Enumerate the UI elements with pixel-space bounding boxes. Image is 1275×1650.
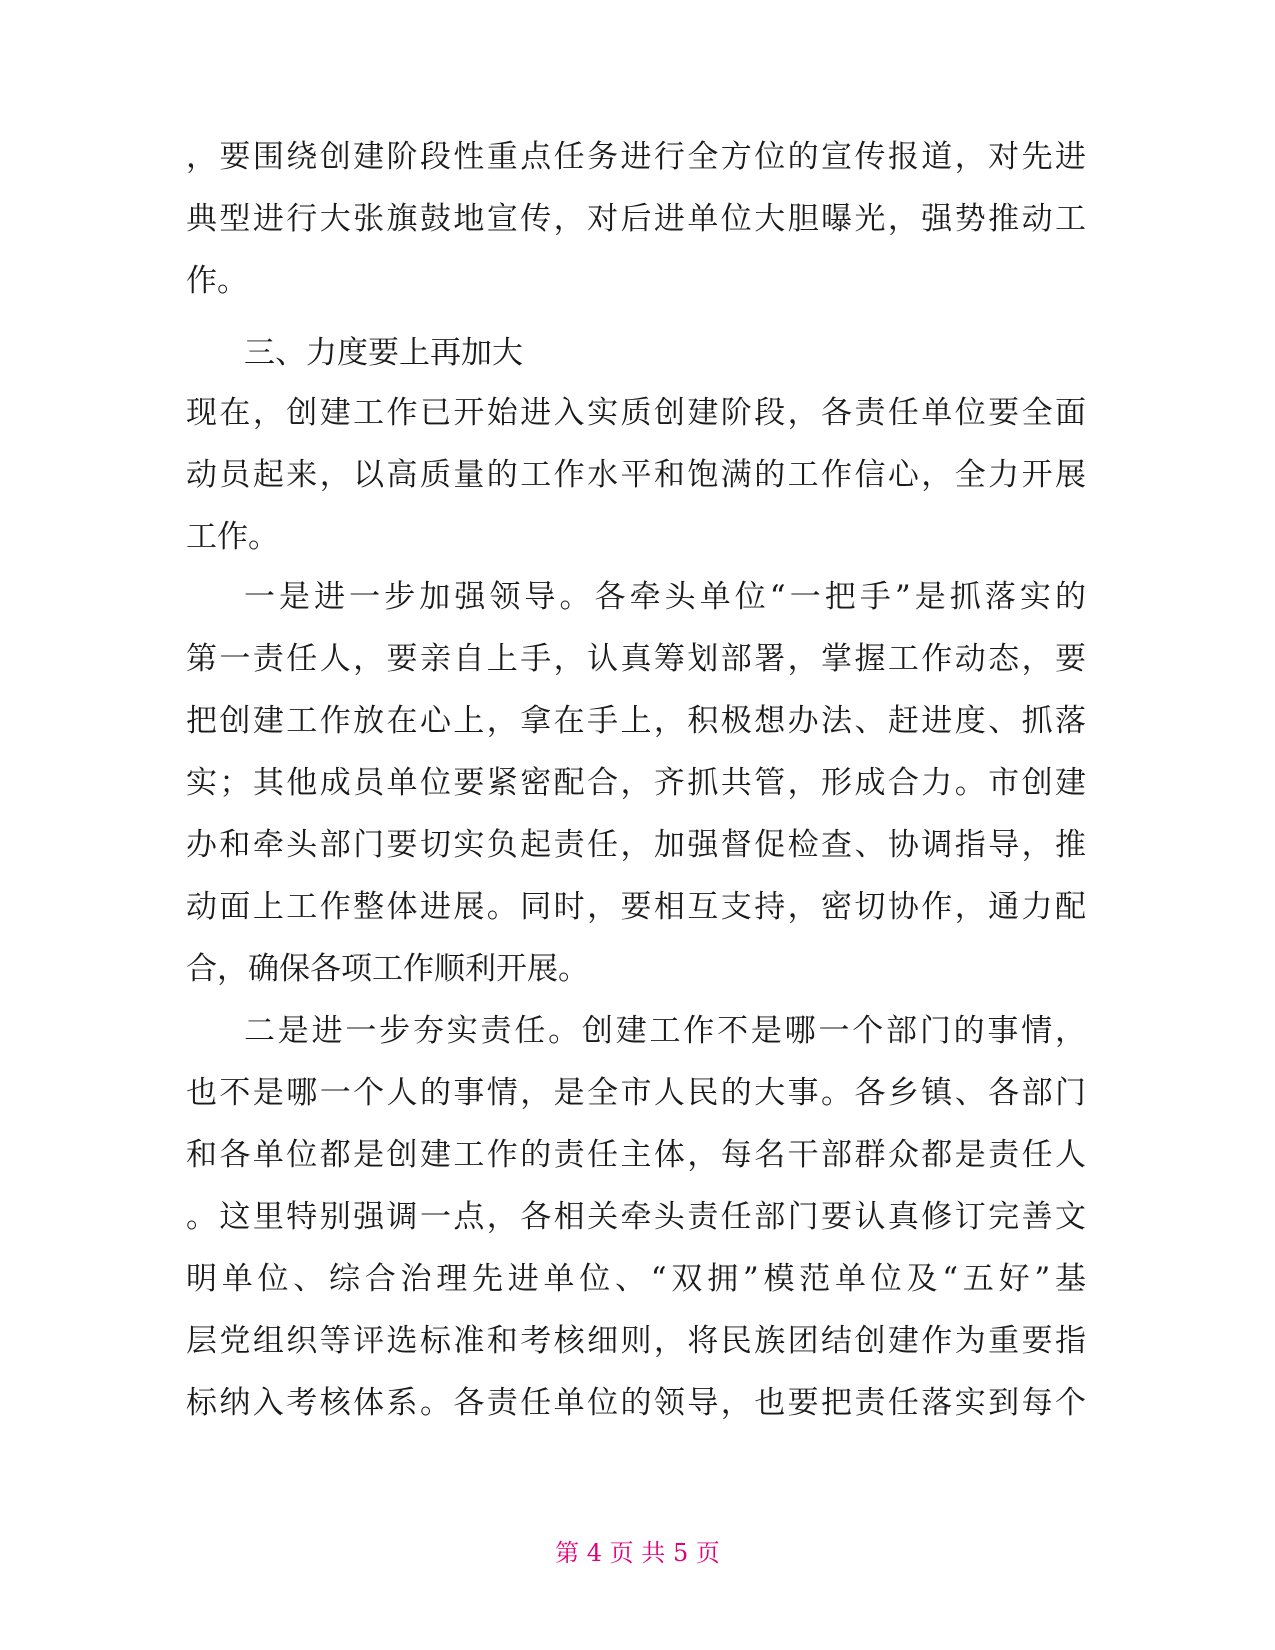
text-line: 明单位、综合治理先进单位、“双拥”模范单位及“五好”基	[186, 1261, 1086, 1297]
section-heading: 三、力度要上再加大	[244, 335, 523, 371]
text-line: 把创建工作放在心上，拿在手上，积极想办法、赶进度、抓落	[186, 703, 1086, 739]
text-line: 第一责任人，要亲自上手，认真筹划部署，掌握工作动态，要	[186, 641, 1086, 677]
text-line: 实；其他成员单位要紧密配合，齐抓共管，形成合力。市创建	[186, 765, 1086, 801]
text-line: 办和牵头部门要切实负起责任，加强督促检查、协调指导，推	[186, 827, 1086, 863]
text-line: 工作。	[186, 519, 279, 555]
text-line: ，要围绕创建阶段性重点任务进行全方位的宣传报道，对先进	[186, 139, 1086, 175]
text-line: 动员起来，以高质量的工作水平和饱满的工作信心，全力开展	[186, 457, 1086, 493]
text-line: 现在，创建工作已开始进入实质创建阶段，各责任单位要全面	[186, 395, 1086, 431]
text-line: 。这里特别强调一点，各相关牵头责任部门要认真修订完善文	[186, 1199, 1086, 1235]
text-line: 层党组织等评选标准和考核细则，将民族团结创建作为重要指	[186, 1323, 1086, 1359]
text-line: 合，确保各项工作顺利开展。	[186, 951, 589, 987]
text-line: 和各单位都是创建工作的责任主体，每名干部群众都是责任人	[186, 1137, 1086, 1173]
text-line: 典型进行大张旗鼓地宣传，对后进单位大胆曝光，强势推动工	[186, 201, 1086, 237]
text-line: 动面上工作整体进展。同时，要相互支持，密切协作，通力配	[186, 889, 1086, 925]
text-line: 也不是哪一个人的事情，是全市人民的大事。各乡镇、各部门	[186, 1075, 1086, 1111]
page-number-footer: 第 4 页 共 5 页	[555, 1539, 720, 1567]
text-line: 标纳入考核体系。各责任单位的领导，也要把责任落实到每个	[186, 1385, 1086, 1421]
text-line: 二是进一步夯实责任。创建工作不是哪一个部门的事情，	[244, 1013, 1086, 1049]
text-line: 作。	[186, 263, 248, 299]
text-line: 一是进一步加强领导。各牵头单位“一把手”是抓落实的	[244, 579, 1086, 615]
